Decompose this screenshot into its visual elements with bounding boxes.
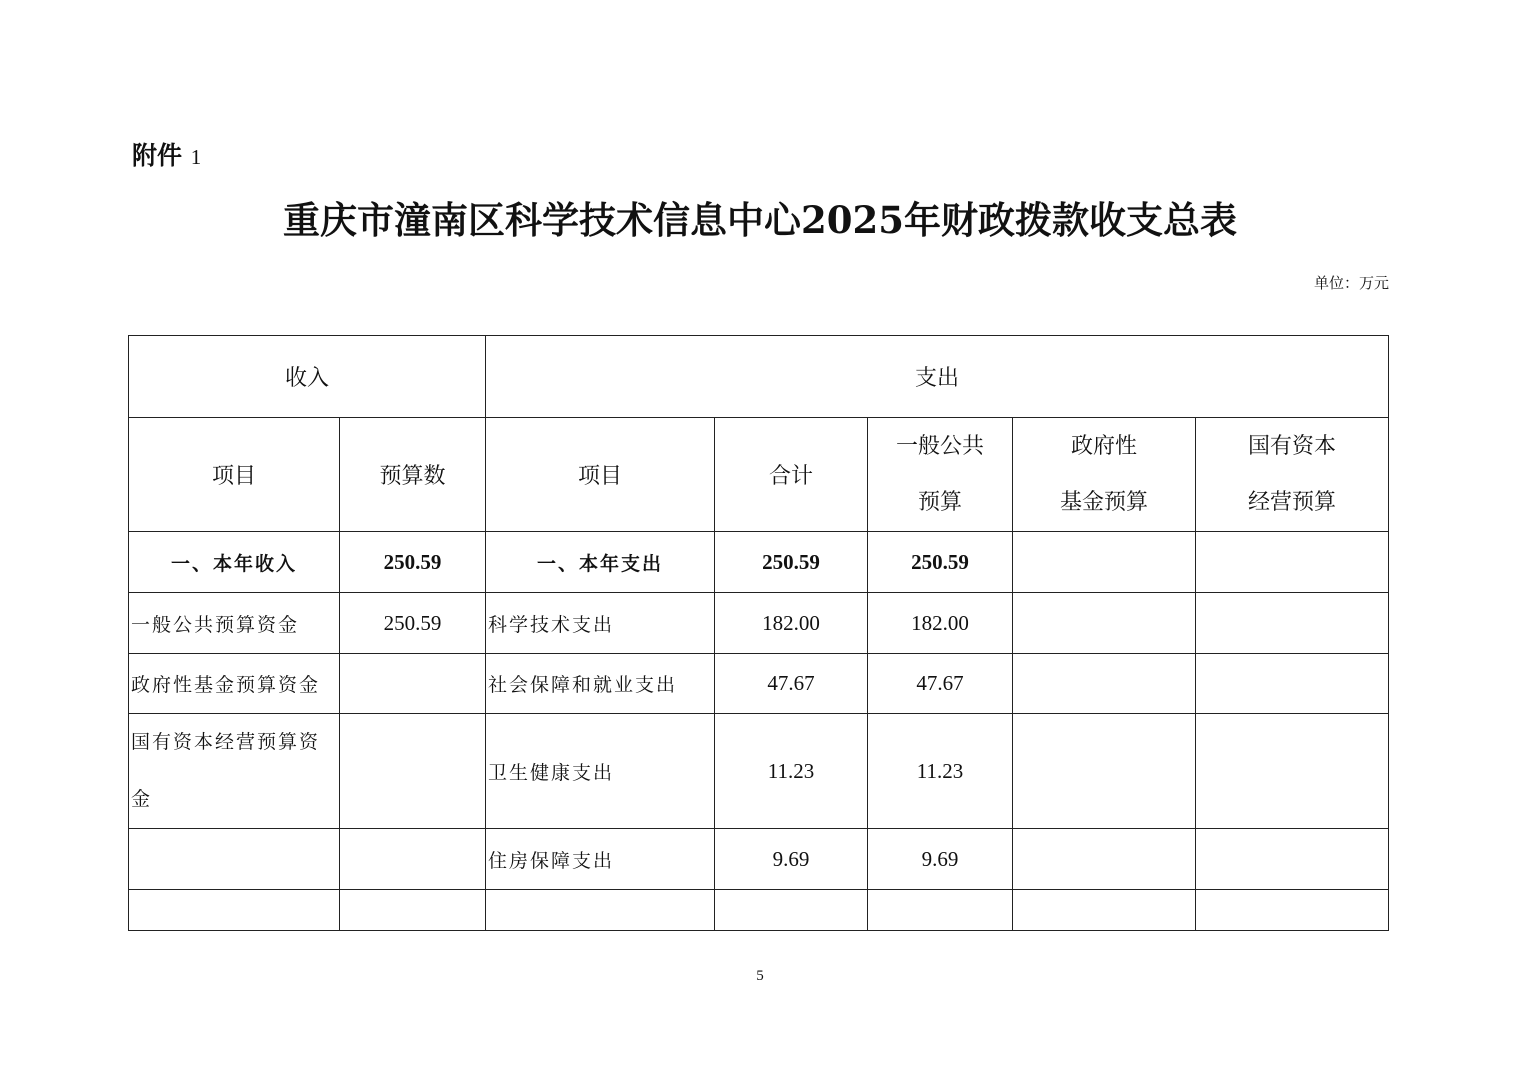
state-capital-header — [1196, 418, 1389, 532]
expense-total: 11.23 — [715, 714, 868, 829]
attachment-number: 1 — [190, 145, 202, 169]
expense-total: 9.69 — [715, 829, 868, 890]
page-number: 5 — [756, 968, 764, 984]
table-row — [129, 654, 1389, 714]
general-budget-header — [868, 418, 1013, 532]
expense-gov-fund — [1013, 829, 1196, 890]
summary-general: 250.59 — [868, 532, 1013, 593]
expense-state-capital — [1196, 714, 1389, 829]
income-budget — [340, 714, 486, 829]
summary-row — [129, 532, 1389, 593]
expense-gov-fund — [1013, 654, 1196, 714]
expense-gov-fund — [1013, 714, 1196, 829]
expense-state-capital — [1196, 654, 1389, 714]
budget-table — [128, 335, 1389, 931]
state-capital-header-line1: 国有资本 — [1248, 433, 1337, 459]
expense-general: 11.23 — [868, 714, 1013, 829]
income-item: 政府性基金预算资金 — [129, 654, 340, 714]
unit-label: 单位：万元 — [1313, 274, 1389, 292]
empty-row — [129, 890, 1389, 931]
expense-item: 科学技术支出 — [486, 593, 715, 654]
expense-general: 182.00 — [868, 593, 1013, 654]
expense-gov-fund — [1013, 593, 1196, 654]
expense-total: 47.67 — [715, 654, 868, 714]
table-row — [129, 593, 1389, 654]
table-row — [129, 714, 1389, 829]
empty-cell — [1013, 890, 1196, 931]
empty-cell — [1196, 890, 1389, 931]
income-budget-header: 预算数 — [340, 418, 486, 532]
expense-general: 9.69 — [868, 829, 1013, 890]
income-budget: 250.59 — [340, 593, 486, 654]
general-budget-header-line2: 预算 — [918, 489, 963, 515]
expense-item-header: 项目 — [486, 418, 715, 532]
expense-total: 182.00 — [715, 593, 868, 654]
empty-cell — [715, 890, 868, 931]
state-capital-header-line2: 经营预算 — [1248, 489, 1337, 515]
expense-state-capital — [1196, 829, 1389, 890]
summary-state-capital — [1196, 532, 1389, 593]
empty-cell — [340, 890, 486, 931]
income-item: 国有资本经营预算资金 — [129, 714, 340, 829]
summary-expense-item: 一、本年支出 — [486, 532, 715, 593]
summary-income-budget: 250.59 — [340, 532, 486, 593]
income-item-header: 项目 — [129, 418, 340, 532]
empty-cell — [868, 890, 1013, 931]
attachment-label — [132, 136, 201, 172]
gov-fund-header — [1013, 418, 1196, 532]
summary-gov-fund — [1013, 532, 1196, 593]
summary-total: 250.59 — [715, 532, 868, 593]
summary-income-item: 一、本年收入 — [129, 532, 340, 593]
empty-cell — [129, 890, 340, 931]
income-item — [129, 829, 340, 890]
total-header: 合计 — [715, 418, 868, 532]
income-budget — [340, 654, 486, 714]
income-budget — [340, 829, 486, 890]
income-item: 一般公共预算资金 — [129, 593, 340, 654]
general-budget-header-line1: 一般公共 — [896, 433, 985, 459]
gov-fund-header-line1: 政府性 — [1071, 433, 1138, 459]
expense-general: 47.67 — [868, 654, 1013, 714]
expense-item: 卫生健康支出 — [486, 714, 715, 829]
expense-item: 住房保障支出 — [486, 829, 715, 890]
expense-item: 社会保障和就业支出 — [486, 654, 715, 714]
expense-state-capital — [1196, 593, 1389, 654]
empty-cell — [486, 890, 715, 931]
income-group-header: 收入 — [129, 336, 486, 418]
table-row — [129, 829, 1389, 890]
gov-fund-header-line2: 基金预算 — [1060, 489, 1149, 515]
attachment-text: 附件 — [132, 141, 183, 170]
page-title: 重庆市潼南区科学技术信息中心2025年财政拨款收支总表 — [283, 198, 1237, 242]
expense-group-header: 支出 — [486, 336, 1389, 418]
